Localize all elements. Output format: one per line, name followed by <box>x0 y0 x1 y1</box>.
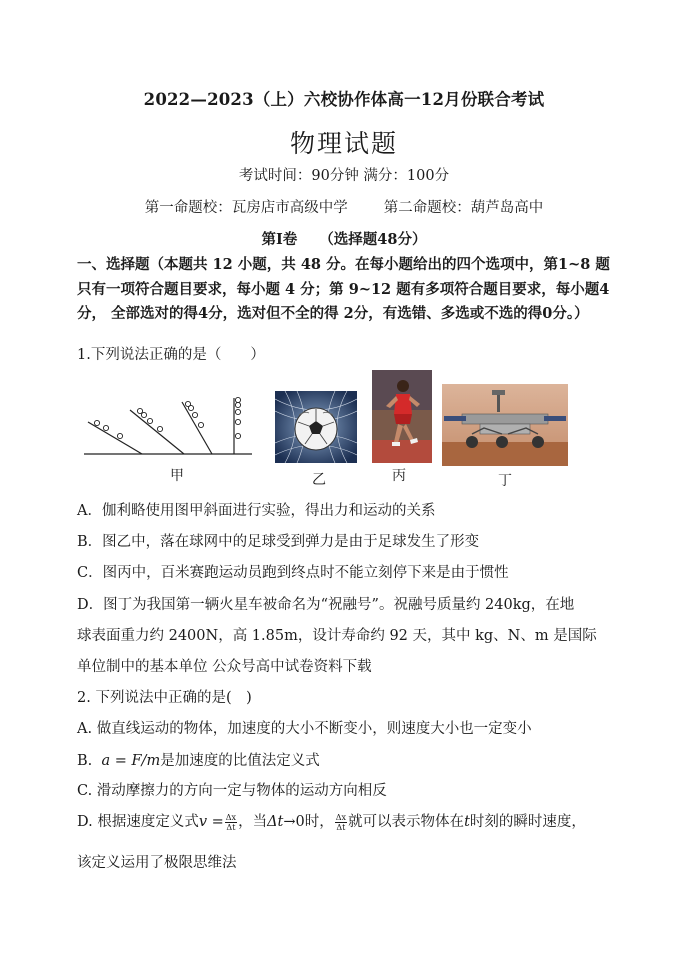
q2-option-d-v: v = <box>198 814 224 830</box>
fraction-denominator-2: Δt <box>336 822 346 832</box>
velocity-fraction-2 <box>335 813 347 832</box>
school-second: 第二命题校：葫芦岛高中 <box>383 200 544 216</box>
figure-bing-sprinter <box>372 370 432 463</box>
q2-option-d-line1 <box>77 810 586 832</box>
q2-option-a: A. 做直线运动的物体，加速度的大小不断变小，则速度大小也一定变小 <box>77 721 532 737</box>
q2-option-b <box>77 749 320 770</box>
q2-option-d-dt: Δt <box>267 814 284 830</box>
fraction-numerator-2: Δx <box>335 812 347 822</box>
q2-option-d-mid3: 就可以表示物体在 <box>348 814 465 830</box>
q1-option-d-line2: 球表面重力约 2400N，高 1.85m，设计寿命约 92 天，其中 kg、N、m 是国际 <box>77 628 597 644</box>
schools-line <box>0 196 688 217</box>
section-instructions: 一、选择题（本题共 12 小题，共 48 分。在每小题给出的四个选项中，第1~8 题只有一项符合题目要求，每小题 4 分；第 9~12 题有多项符合题目要求，每小题4分， 全部选对的得4分，选对但不全的得 2分，有选错、多选或不选的得0分。） <box>77 256 610 322</box>
q2-option-b-suffix: 是加速度的比值法定义式 <box>160 753 320 769</box>
q2-option-b-formula: a = F/m <box>101 753 161 769</box>
exam-title: 2022—2023（上）六校协作体高一12月份联合考试 <box>143 90 545 109</box>
q1-option-a: A．伽利略使用图甲斜面进行实验，得出力和运动的关系 <box>77 503 436 519</box>
q1-option-b: B．图乙中，落在球网中的足球受到弹力是由于足球发生了形变 <box>77 534 480 550</box>
exam-time-score: 考试时间：90分钟 满分：100分 <box>238 168 450 184</box>
q2-option-d-t: t <box>464 814 470 830</box>
figure-ding-mars-rover <box>442 384 568 466</box>
q2-option-c: C. 滑动摩擦力的方向一定与物体的运动方向相反 <box>77 783 387 799</box>
school-first: 第一命题校：瓦房店市高级中学 <box>144 200 348 216</box>
fraction-denominator: Δt <box>226 822 236 832</box>
figure-yi-soccer-ball <box>275 391 357 463</box>
figure-label-yi: 乙 <box>312 472 326 488</box>
q2-option-d-end: 时刻的瞬时速度， <box>469 814 586 830</box>
q2-option-d-prefix: D. 根据速度定义式 <box>77 814 199 830</box>
subject-title: 物理试题 <box>289 129 398 158</box>
q1-option-c: C．图丙中，百米赛跑运动员跑到终点时不能立刻停下来是由于惯性 <box>77 565 509 581</box>
q1-option-d-line3: 单位制中的基本单位 公众号高中试卷资料下载 <box>77 659 372 675</box>
figure-jia-inclines <box>84 392 254 460</box>
fraction-numerator: Δx <box>225 812 237 822</box>
figure-label-ding: 丁 <box>498 473 512 489</box>
q2-option-d-line2: 该定义运用了极限思维法 <box>77 855 237 871</box>
volume-label: 第Ⅰ卷 <box>261 231 298 248</box>
q2-option-d-mid2: →0时， <box>283 814 334 830</box>
volume-heading <box>0 228 688 249</box>
q1-option-d-line1: D．图丁为我国第一辆火星车被命名为“祝融号”。祝融号质量约 240kg，在地 <box>77 597 575 613</box>
figure-label-jia: 甲 <box>170 468 184 484</box>
q2-stem: 2. 下列说法中正确的是( ) <box>77 690 252 706</box>
volume-type: （选择题48分） <box>319 231 427 248</box>
q2-option-d-mid1: ，当 <box>238 814 268 830</box>
q1-stem: 1.下列说法正确的是（ ） <box>77 347 265 363</box>
q2-option-b-prefix: B. <box>77 753 93 769</box>
figure-label-bing: 丙 <box>392 468 406 484</box>
velocity-fraction <box>225 813 237 832</box>
